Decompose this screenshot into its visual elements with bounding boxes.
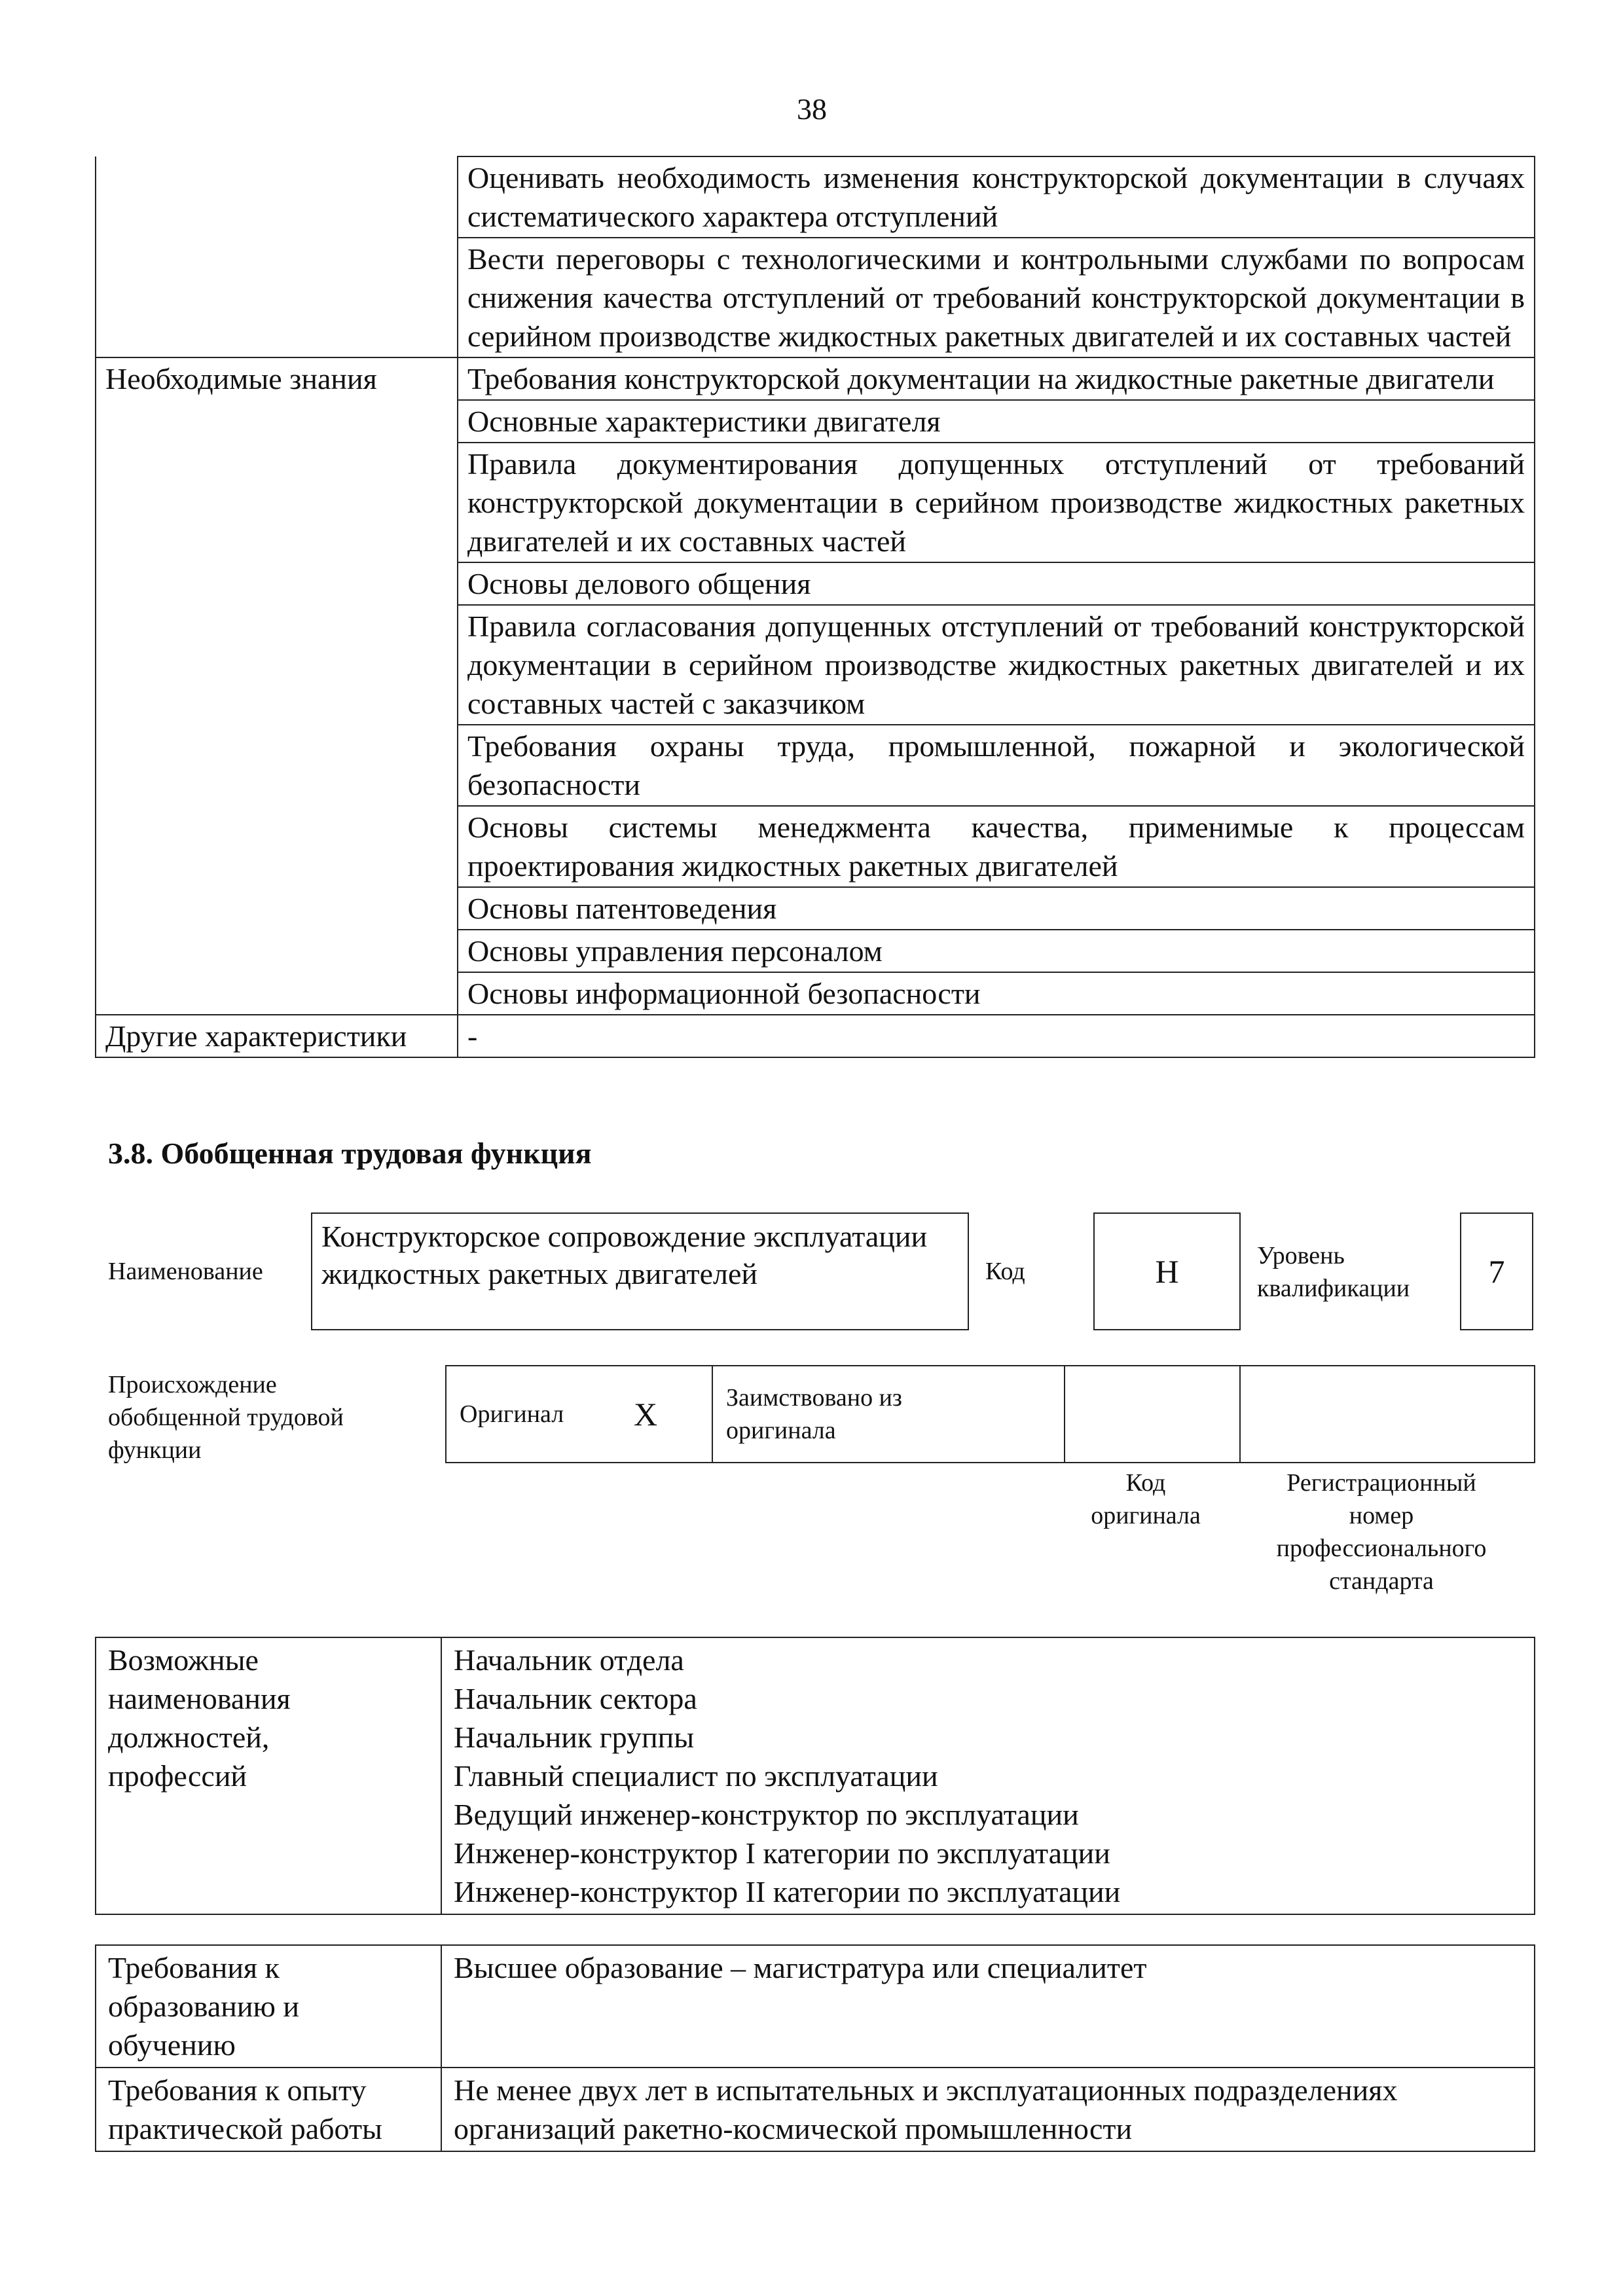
- caption-line: Регистрационный: [1286, 1469, 1476, 1497]
- list-item: Начальник сектора: [454, 1682, 697, 1715]
- borrowed-label-line: Заимствовано из: [726, 1384, 902, 1412]
- positions-label-line: должностей,: [108, 1721, 270, 1754]
- original-label: Оригинал: [446, 1366, 621, 1463]
- requirements-table: [95, 1944, 1535, 2152]
- level-box: 7: [1460, 1212, 1533, 1330]
- level-label-line: Уровень: [1257, 1242, 1345, 1269]
- list-item: Начальник группы: [454, 1721, 695, 1754]
- caption-line: оригинала: [1091, 1502, 1201, 1529]
- caption-line: номер: [1349, 1502, 1414, 1529]
- positions-label: [96, 1637, 441, 1914]
- education-label-line: Требования к: [108, 1951, 280, 1984]
- list-item: Главный специалист по эксплуатации: [454, 1759, 938, 1793]
- level-label: [1257, 1239, 1410, 1305]
- origin-label-line: Происхождение: [108, 1371, 277, 1398]
- experience-label: [96, 2068, 441, 2151]
- table-cell: Основы информационной безопасности: [458, 972, 1535, 1015]
- caption-line: Код: [1125, 1469, 1166, 1497]
- original-mark: X: [621, 1366, 712, 1463]
- table-cell: Основы делового общения: [458, 562, 1535, 605]
- origin-label-line: обобщенной трудовой: [108, 1404, 344, 1431]
- education-label-line: обучению: [108, 2028, 236, 2062]
- caption-line: стандарта: [1329, 1567, 1434, 1595]
- education-value: Высшее образование – магистратура или специалитет: [441, 1945, 1535, 2068]
- knowledge-table: [95, 156, 1535, 1058]
- table-cell: Требования охраны труда, промышленной, пожарной и экологической безопасности: [458, 725, 1535, 806]
- positions-table: [95, 1637, 1535, 1915]
- positions-list: [441, 1637, 1535, 1914]
- origin-table: [445, 1365, 1535, 1463]
- code-box: H: [1093, 1212, 1241, 1330]
- table-cell-empty: [96, 156, 458, 357]
- knowledge-label: Необходимые знания: [96, 357, 458, 1015]
- experience-label-line: Требования к опыту: [108, 2073, 367, 2107]
- positions-label-line: наименования: [108, 1682, 291, 1715]
- positions-label-line: Возможные: [108, 1643, 259, 1677]
- origin-label: [108, 1368, 344, 1467]
- code-label: Код: [985, 1258, 1025, 1285]
- caption-line: профессионального: [1276, 1535, 1487, 1562]
- name-label: Наименование: [108, 1258, 263, 1285]
- table-cell: Основные характеристики двигателя: [458, 400, 1535, 443]
- positions-label-line: профессий: [108, 1759, 247, 1793]
- table-cell: Основы системы менеджмента качества, применимые к процессам проектирования жидкостных ракетных двигателей: [458, 806, 1535, 887]
- original-code-cell: [1065, 1366, 1240, 1463]
- other-label: Другие характеристики: [96, 1015, 458, 1057]
- section-title: 3.8. Обобщенная трудовая функция: [108, 1137, 592, 1170]
- list-item: Начальник отдела: [454, 1643, 684, 1677]
- table-cell: Основы управления персоналом: [458, 930, 1535, 972]
- list-item: Инженер-конструктор II категории по эксплуатации: [454, 1875, 1121, 1908]
- function-name-box: Конструкторское сопровождение эксплуатации жидкостных ракетных двигателей: [311, 1212, 969, 1330]
- table-cell: Правила согласования допущенных отступлений от требований конструкторской документации в серийном производстве жидкостных ракетных двигателей и их составных частей с заказчиком: [458, 605, 1535, 725]
- other-value: -: [458, 1015, 1535, 1057]
- table-cell: Оценивать необходимость изменения конструкторской документации в случаях систематического характера отступлений: [458, 156, 1535, 238]
- table-cell: Требования конструкторской документации на жидкостные ракетные двигатели: [458, 357, 1535, 400]
- page-number: 38: [797, 92, 827, 126]
- list-item: Инженер-конструктор I категории по эксплуатации: [454, 1836, 1110, 1870]
- table-cell: Основы патентоведения: [458, 887, 1535, 930]
- original-code-caption: [1064, 1467, 1228, 1532]
- borrowed-label-line: оригинала: [726, 1417, 836, 1444]
- level-label-line: квалификации: [1257, 1275, 1410, 1302]
- table-cell: Правила документирования допущенных отступлений от требований конструкторской документации в серийном производстве жидкостных ракетных двигателей и их составных частей: [458, 443, 1535, 562]
- registration-number-cell: [1240, 1366, 1535, 1463]
- experience-label-line: практической работы: [108, 2112, 382, 2145]
- registration-number-caption: [1231, 1467, 1532, 1597]
- education-label-line: образованию и: [108, 1990, 299, 2023]
- borrowed-label: [712, 1366, 1065, 1463]
- table-cell: Вести переговоры с технологическими и контрольными службами по вопросам снижения качества отступлений от требований конструкторской документации в серийном производстве жидкостных ракетных двигателей и их составных частей: [458, 238, 1535, 357]
- experience-value: Не менее двух лет в испытательных и эксплуатационных подразделениях организаций ракетно-космической промышленности: [441, 2068, 1535, 2151]
- education-label: [96, 1945, 441, 2068]
- origin-label-line: функции: [108, 1436, 202, 1464]
- list-item: Ведущий инженер-конструктор по эксплуатации: [454, 1798, 1079, 1831]
